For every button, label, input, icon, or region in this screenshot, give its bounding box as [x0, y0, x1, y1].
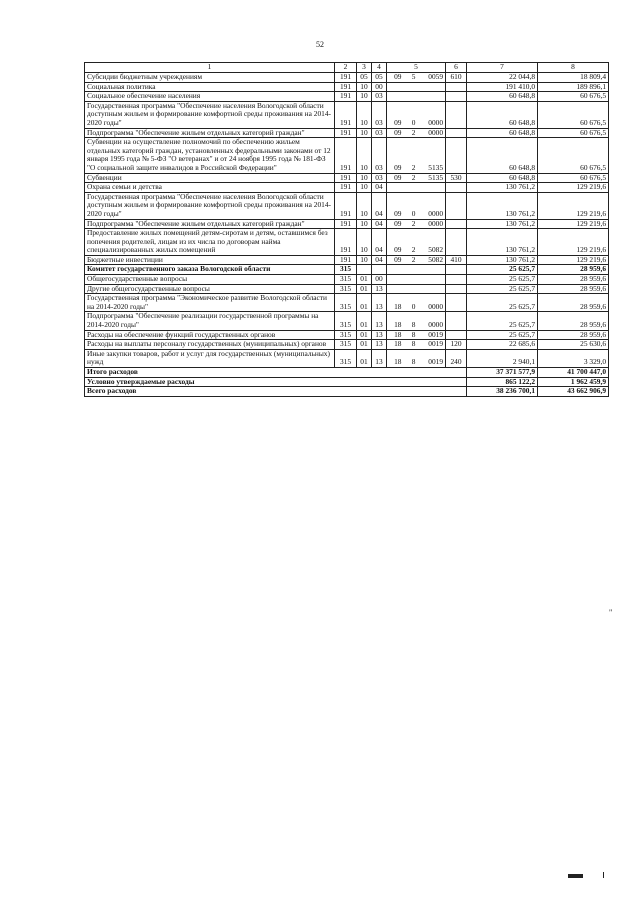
row-col-7: 60 648,8 [467, 92, 538, 102]
row-col-3: 10 [357, 192, 372, 219]
row-col-8: 28 959,6 [538, 294, 609, 312]
row-name: Субвенции [85, 173, 335, 183]
row-col-7: 25 625,7 [467, 312, 538, 330]
row-col-4: 04 [372, 192, 387, 219]
row-col-3: 10 [357, 138, 372, 173]
page-number: 52 [316, 40, 324, 49]
row-col-6 [446, 312, 467, 330]
row-col-5-direction: 5135 [418, 173, 446, 183]
row-name: Государственная программа "Обеспечение населения Вологодской области доступным жильем и формирование комфортной среды проживания на 2014-2020 годы" [85, 101, 335, 128]
row-col-5-subprogram: 5 [404, 73, 418, 83]
row-col-2: 191 [335, 128, 357, 138]
row-col-5-subprogram: 8 [404, 349, 418, 367]
table-row [85, 138, 609, 173]
row-col-2: 315 [335, 265, 357, 275]
row-col-5-program [387, 284, 404, 294]
row-col-6: 410 [446, 255, 467, 265]
row-col-4: 04 [372, 255, 387, 265]
row-col-4: 03 [372, 92, 387, 102]
row-col-8: 60 676,5 [538, 128, 609, 138]
row-name: Предоставление жилых помещений детям-сиротам и детям, оставшимся без попечения родителей, лицам из их числа по договорам найма специализированных жилых помещений [85, 229, 335, 256]
row-col-8: 129 219,6 [538, 229, 609, 256]
header-cell-4: 4 [372, 63, 387, 73]
total-label: Условно утверждаемые расходы [85, 377, 467, 387]
row-col-6 [446, 138, 467, 173]
row-name: Охрана семьи и детства [85, 183, 335, 193]
table-row [85, 73, 609, 83]
row-col-3: 01 [357, 340, 372, 350]
row-col-5-program: 18 [387, 340, 404, 350]
row-col-5-program: 18 [387, 330, 404, 340]
header-cell-5: 5 [387, 63, 446, 73]
row-col-5-direction: 0059 [418, 73, 446, 83]
row-col-5-direction [418, 183, 446, 193]
row-col-8: 129 219,6 [538, 183, 609, 193]
row-col-7: 22 044,8 [467, 73, 538, 83]
row-col-4: 00 [372, 82, 387, 92]
total-col-7: 865 122,2 [467, 377, 538, 387]
row-col-4: 05 [372, 73, 387, 83]
row-col-5-program: 18 [387, 294, 404, 312]
row-col-4: 04 [372, 183, 387, 193]
row-col-6 [446, 183, 467, 193]
row-col-8: 28 959,6 [538, 265, 609, 275]
row-col-7: 130 761,2 [467, 219, 538, 229]
row-col-7: 25 625,7 [467, 284, 538, 294]
table-row [85, 229, 609, 256]
row-col-2: 191 [335, 183, 357, 193]
row-col-5-program: 09 [387, 73, 404, 83]
row-col-6: 610 [446, 73, 467, 83]
row-col-4: 04 [372, 229, 387, 256]
row-col-4: 03 [372, 101, 387, 128]
row-col-5-direction: 5082 [418, 229, 446, 256]
row-name: Расходы на обеспечение функций государственных органов [85, 330, 335, 340]
row-col-5-subprogram [404, 183, 418, 193]
row-col-2: 191 [335, 73, 357, 83]
row-col-5-direction: 5135 [418, 138, 446, 173]
row-col-5-subprogram: 8 [404, 340, 418, 350]
row-col-4: 03 [372, 173, 387, 183]
row-col-3: 10 [357, 229, 372, 256]
row-col-7: 130 761,2 [467, 183, 538, 193]
row-name: Государственная программа "Экономическое развитие Вологодской области на 2014-2020 годы" [85, 294, 335, 312]
row-col-6 [446, 219, 467, 229]
table-row [85, 128, 609, 138]
total-col-8: 43 662 906,9 [538, 387, 609, 397]
row-col-7: 25 625,7 [467, 294, 538, 312]
row-col-4: 13 [372, 340, 387, 350]
scan-mark [568, 874, 583, 878]
header-row [85, 63, 609, 73]
table-row [85, 349, 609, 367]
row-col-3: 10 [357, 92, 372, 102]
row-col-4: 00 [372, 275, 387, 285]
row-col-5-program: 18 [387, 349, 404, 367]
row-col-8: 129 219,6 [538, 192, 609, 219]
row-col-4: 13 [372, 284, 387, 294]
row-col-6 [446, 101, 467, 128]
row-col-5-program: 09 [387, 128, 404, 138]
row-col-5-direction: 0019 [418, 340, 446, 350]
row-name: Расходы на выплаты персоналу государственных (муниципальных) органов [85, 340, 335, 350]
budget-table [84, 62, 609, 397]
total-col-7: 37 371 577,9 [467, 368, 538, 378]
row-col-5-program: 09 [387, 173, 404, 183]
scan-tick [603, 872, 604, 878]
row-col-7: 60 648,8 [467, 128, 538, 138]
row-col-7: 60 648,8 [467, 101, 538, 128]
header-cell-7: 7 [467, 63, 538, 73]
row-col-7: 60 648,8 [467, 173, 538, 183]
total-row [85, 368, 609, 378]
row-col-6 [446, 82, 467, 92]
header-cell-8: 8 [538, 63, 609, 73]
row-name: Субсидии бюджетным учреждениям [85, 73, 335, 83]
total-label: Всего расходов [85, 387, 467, 397]
row-name: Бюджетные инвестиции [85, 255, 335, 265]
row-col-2: 191 [335, 82, 357, 92]
row-col-3: 05 [357, 73, 372, 83]
row-col-5-subprogram: 2 [404, 128, 418, 138]
row-col-6 [446, 265, 467, 275]
row-col-5-direction: 5082 [418, 255, 446, 265]
row-name: Общегосударственные вопросы [85, 275, 335, 285]
table-row [85, 173, 609, 183]
table-body [85, 63, 609, 397]
row-col-6 [446, 330, 467, 340]
row-name: Государственная программа "Обеспечение населения Вологодской области доступным жильем и формирование комфортной среды проживания на 2014-2020 годы" [85, 192, 335, 219]
table-row [85, 255, 609, 265]
row-col-4 [372, 265, 387, 275]
row-col-3: 10 [357, 173, 372, 183]
row-col-7: 130 761,2 [467, 255, 538, 265]
row-col-4: 03 [372, 138, 387, 173]
row-col-3: 10 [357, 255, 372, 265]
row-col-5-program: 09 [387, 192, 404, 219]
row-col-7: 60 648,8 [467, 138, 538, 173]
row-col-2: 315 [335, 340, 357, 350]
row-col-7: 130 761,2 [467, 229, 538, 256]
row-col-5-subprogram: 2 [404, 229, 418, 256]
row-col-6 [446, 284, 467, 294]
row-col-3: 01 [357, 349, 372, 367]
table-row [85, 82, 609, 92]
row-col-5-subprogram [404, 265, 418, 275]
row-col-8: 28 959,6 [538, 284, 609, 294]
row-col-5-direction [418, 275, 446, 285]
table-row [85, 294, 609, 312]
row-col-2: 191 [335, 92, 357, 102]
row-col-5-subprogram [404, 284, 418, 294]
total-row [85, 377, 609, 387]
row-col-5-direction: 0019 [418, 349, 446, 367]
row-col-8: 28 959,6 [538, 330, 609, 340]
table-row [85, 219, 609, 229]
row-col-5-direction: 0000 [418, 101, 446, 128]
header-cell-1: 1 [85, 63, 335, 73]
row-col-5-program [387, 92, 404, 102]
row-col-5-program [387, 82, 404, 92]
row-col-2: 191 [335, 255, 357, 265]
row-col-3: 10 [357, 219, 372, 229]
row-col-5-subprogram: 2 [404, 173, 418, 183]
row-col-2: 191 [335, 173, 357, 183]
row-name: Социальное обеспечение населения [85, 92, 335, 102]
row-col-5-direction [418, 265, 446, 275]
row-col-5-direction: 0000 [418, 219, 446, 229]
header-cell-6: 6 [446, 63, 467, 73]
row-col-5-subprogram: 8 [404, 312, 418, 330]
row-col-5-subprogram [404, 92, 418, 102]
row-col-6: 530 [446, 173, 467, 183]
table-row [85, 312, 609, 330]
header-cell-3: 3 [357, 63, 372, 73]
row-col-5-direction [418, 284, 446, 294]
row-col-8: 3 329,0 [538, 349, 609, 367]
row-col-5-program [387, 265, 404, 275]
total-label: Итого расходов [85, 368, 467, 378]
row-col-4: 03 [372, 128, 387, 138]
row-col-7: 22 685,6 [467, 340, 538, 350]
row-col-5-direction [418, 82, 446, 92]
row-col-6: 120 [446, 340, 467, 350]
row-col-4: 13 [372, 349, 387, 367]
total-col-8: 41 700 447,0 [538, 368, 609, 378]
row-col-5-subprogram: 2 [404, 255, 418, 265]
row-col-7: 25 625,7 [467, 275, 538, 285]
row-name: Подпрограмма "Обеспечение жильем отдельных категорий граждан" [85, 219, 335, 229]
row-col-4: 04 [372, 219, 387, 229]
row-col-4: 13 [372, 294, 387, 312]
table-row [85, 265, 609, 275]
row-col-2: 191 [335, 138, 357, 173]
row-col-7: 25 625,7 [467, 265, 538, 275]
table-row [85, 101, 609, 128]
row-name: Комитет государственного заказа Вологодской области [85, 265, 335, 275]
row-col-6 [446, 229, 467, 256]
row-col-5-program [387, 183, 404, 193]
row-col-6 [446, 192, 467, 219]
row-col-6 [446, 294, 467, 312]
row-name: Подпрограмма "Обеспечение жильем отдельных категорий граждан" [85, 128, 335, 138]
row-col-2: 315 [335, 275, 357, 285]
table-row [85, 192, 609, 219]
row-col-7: 25 625,7 [467, 330, 538, 340]
row-col-2: 191 [335, 219, 357, 229]
table-row [85, 183, 609, 193]
row-col-5-subprogram [404, 82, 418, 92]
row-col-5-subprogram: 0 [404, 294, 418, 312]
row-col-3: 10 [357, 82, 372, 92]
table-row [85, 275, 609, 285]
row-col-5-direction: 0019 [418, 330, 446, 340]
row-col-8: 189 896,1 [538, 82, 609, 92]
row-col-6 [446, 275, 467, 285]
row-col-3: 01 [357, 330, 372, 340]
row-col-5-program: 09 [387, 101, 404, 128]
row-col-7: 191 410,0 [467, 82, 538, 92]
row-col-6 [446, 128, 467, 138]
row-col-5-direction: 0000 [418, 312, 446, 330]
row-col-8: 60 676,5 [538, 173, 609, 183]
row-col-5-program [387, 275, 404, 285]
row-col-5-program: 09 [387, 219, 404, 229]
row-name: Подпрограмма "Обеспечение реализации государственной программы на 2014-2020 годы" [85, 312, 335, 330]
row-col-5-direction: 0000 [418, 294, 446, 312]
row-col-3: 01 [357, 284, 372, 294]
row-col-3: 01 [357, 275, 372, 285]
row-col-7: 130 761,2 [467, 192, 538, 219]
row-col-2: 191 [335, 101, 357, 128]
row-col-5-subprogram: 2 [404, 138, 418, 173]
row-col-2: 315 [335, 349, 357, 367]
row-name: Субвенции на осуществление полномочий по обеспечению жильем отдельных категорий граждан, установленных федеральными законами от 12 января 1995 года № 5-ФЗ "О ветеранах" и от 24 ноября 1995 года № 181-ФЗ "О социальной защите инвалидов в Российской Федерации" [85, 138, 335, 173]
table-row [85, 340, 609, 350]
table-row [85, 284, 609, 294]
row-col-2: 315 [335, 312, 357, 330]
row-col-8: 28 959,6 [538, 275, 609, 285]
row-col-2: 191 [335, 229, 357, 256]
row-col-4: 13 [372, 330, 387, 340]
row-col-8: 28 959,6 [538, 312, 609, 330]
header-cell-2: 2 [335, 63, 357, 73]
row-col-3: 01 [357, 294, 372, 312]
row-col-3: 10 [357, 183, 372, 193]
row-col-5-direction: 0000 [418, 128, 446, 138]
row-col-3 [357, 265, 372, 275]
row-col-4: 13 [372, 312, 387, 330]
row-col-8: 129 219,6 [538, 219, 609, 229]
row-col-5-subprogram [404, 275, 418, 285]
row-col-8: 60 676,5 [538, 92, 609, 102]
row-col-5-program: 09 [387, 229, 404, 256]
closing-quote: " [609, 608, 613, 617]
row-col-5-direction: 0000 [418, 192, 446, 219]
table-row [85, 92, 609, 102]
total-row [85, 387, 609, 397]
row-col-2: 315 [335, 294, 357, 312]
total-col-7: 38 236 700,1 [467, 387, 538, 397]
row-col-5-subprogram: 8 [404, 330, 418, 340]
row-col-6 [446, 92, 467, 102]
row-col-8: 25 630,6 [538, 340, 609, 350]
row-col-5-subprogram: 0 [404, 101, 418, 128]
row-col-2: 315 [335, 330, 357, 340]
table-row [85, 330, 609, 340]
row-col-2: 315 [335, 284, 357, 294]
row-col-5-subprogram: 2 [404, 219, 418, 229]
row-name: Иные закупки товаров, работ и услуг для государственных (муниципальных) нужд [85, 349, 335, 367]
row-name: Другие общегосударственные вопросы [85, 284, 335, 294]
row-col-3: 01 [357, 312, 372, 330]
row-col-5-program: 09 [387, 138, 404, 173]
row-col-8: 18 809,4 [538, 73, 609, 83]
row-col-5-direction [418, 92, 446, 102]
row-col-2: 191 [335, 192, 357, 219]
row-col-3: 10 [357, 101, 372, 128]
row-col-8: 60 676,5 [538, 138, 609, 173]
total-col-8: 1 962 459,9 [538, 377, 609, 387]
row-col-8: 60 676,5 [538, 101, 609, 128]
row-col-6: 240 [446, 349, 467, 367]
row-col-8: 129 219,6 [538, 255, 609, 265]
row-col-5-program: 09 [387, 255, 404, 265]
row-name: Социальная политика [85, 82, 335, 92]
row-col-3: 10 [357, 128, 372, 138]
row-col-7: 2 940,1 [467, 349, 538, 367]
row-col-5-subprogram: 0 [404, 192, 418, 219]
row-col-5-program: 18 [387, 312, 404, 330]
